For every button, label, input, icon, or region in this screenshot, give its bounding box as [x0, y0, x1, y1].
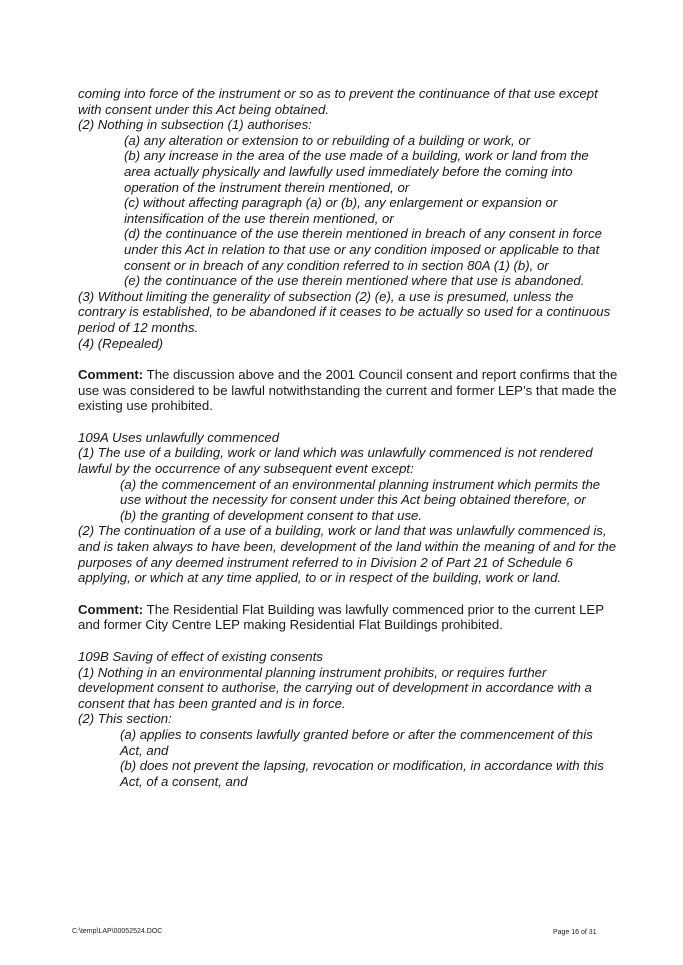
- section-109b-paragraph-a: (a) applies to consents lawfully granted before or after the commencement of this Act, and: [120, 726, 593, 758]
- section-109a-paragraph-b: (b) the granting of development consent to that use.: [120, 507, 423, 523]
- paragraph-2b: (b) any increase in the area of the use made of a building, work or land from the area actually physically and lawfully used immediately before the coming into operation of the instrument therein mentioned, or: [124, 148, 589, 195]
- subsection-2: (2) Nothing in subsection (1) authorises:: [78, 117, 312, 133]
- comment-text: The Residential Flat Building was lawfully commenced prior to the current LEP and former City Centre LEP making Residential Flat Buildings prohibited.: [78, 601, 604, 633]
- paragraph-2c: (c) without affecting paragraph (a) or (b), any enlargement or expansion or intensification of the use therein mentioned, or: [124, 195, 558, 226]
- comment-label: Comment:: [78, 601, 144, 617]
- comment-label: Comment:: [78, 367, 144, 383]
- comment-text: The discussion above and the 2001 Council consent and report confirms that the use was considered to be lawful notwithstanding the current and former LEP’s that made the existing use prohibited.: [78, 367, 618, 414]
- section-109a-subsection-2: (2) The continuation of a use of a building, work or land that was unlawfully commenced is, and is taken always to have been, development of the land within the meaning of and for the purposes of any deemed instrument referred to in Division 2 of Part 21 of Schedule 6 applying, or which at any time applied, to or in respect of the building, work or land.: [78, 523, 617, 586]
- section-109b-paragraph-b: (b) does not prevent the lapsing, revocation or modification, in accordance with this Act, of a consent, and: [120, 758, 604, 789]
- subsection-3: (3) Without limiting the generality of subsection (2) (e), a use is presumed, unless the contrary is established, to be abandoned if it ceases to be actually so used for a continuous period of 12 months.: [78, 288, 611, 335]
- section-109a-heading: 109A Uses unlawfully commenced: [78, 429, 280, 445]
- continued-text: coming into force of the instrument or so as to prevent the continuance of that use except with consent under this Act being obtained.: [78, 86, 598, 117]
- paragraph-2a: (a) any alteration or extension to or rebuilding of a building or work, or: [124, 132, 531, 148]
- section-109b-subsection-2: (2) This section:: [78, 711, 172, 727]
- section-109b-subsection-1: (1) Nothing in an environmental planning instrument prohibits, or requires further development consent to authorise, the carrying out of development in accordance with a consent that has been granted and is in force.: [78, 664, 592, 711]
- document-body: [78, 86, 618, 789]
- footer-file-path: C:\temp\LAP\00052524.DOC: [72, 928, 163, 935]
- subsection-4: (4) (Repealed): [78, 335, 164, 351]
- paragraph-2e: (e) the continuance of the use therein mentioned where that use is abandoned.: [124, 273, 585, 289]
- section-109a-subsection-1: (1) The use of a building, work or land which was unlawfully commenced is not rendered lawful by the occurrence of any subsequent event except:: [78, 445, 593, 477]
- section-109a-paragraph-a: (a) the commencement of an environmental planning instrument which permits the use without the necessity for consent under this Act being obtained therefore, or: [120, 476, 601, 508]
- footer-page-number: Page 16 of 31: [553, 929, 597, 936]
- comment-paragraph-1: [78, 367, 618, 414]
- section-109b-heading: 109B Saving of effect of existing consents: [78, 649, 323, 664]
- paragraph-2d: (d) the continuance of the use therein mentioned in breach of any consent in force under this Act in relation to that use or any condition imposed or applicable to that consent or in breach of any condition referred to in section 80A (1) (b), or: [124, 226, 602, 273]
- comment-paragraph-2: [78, 602, 618, 633]
